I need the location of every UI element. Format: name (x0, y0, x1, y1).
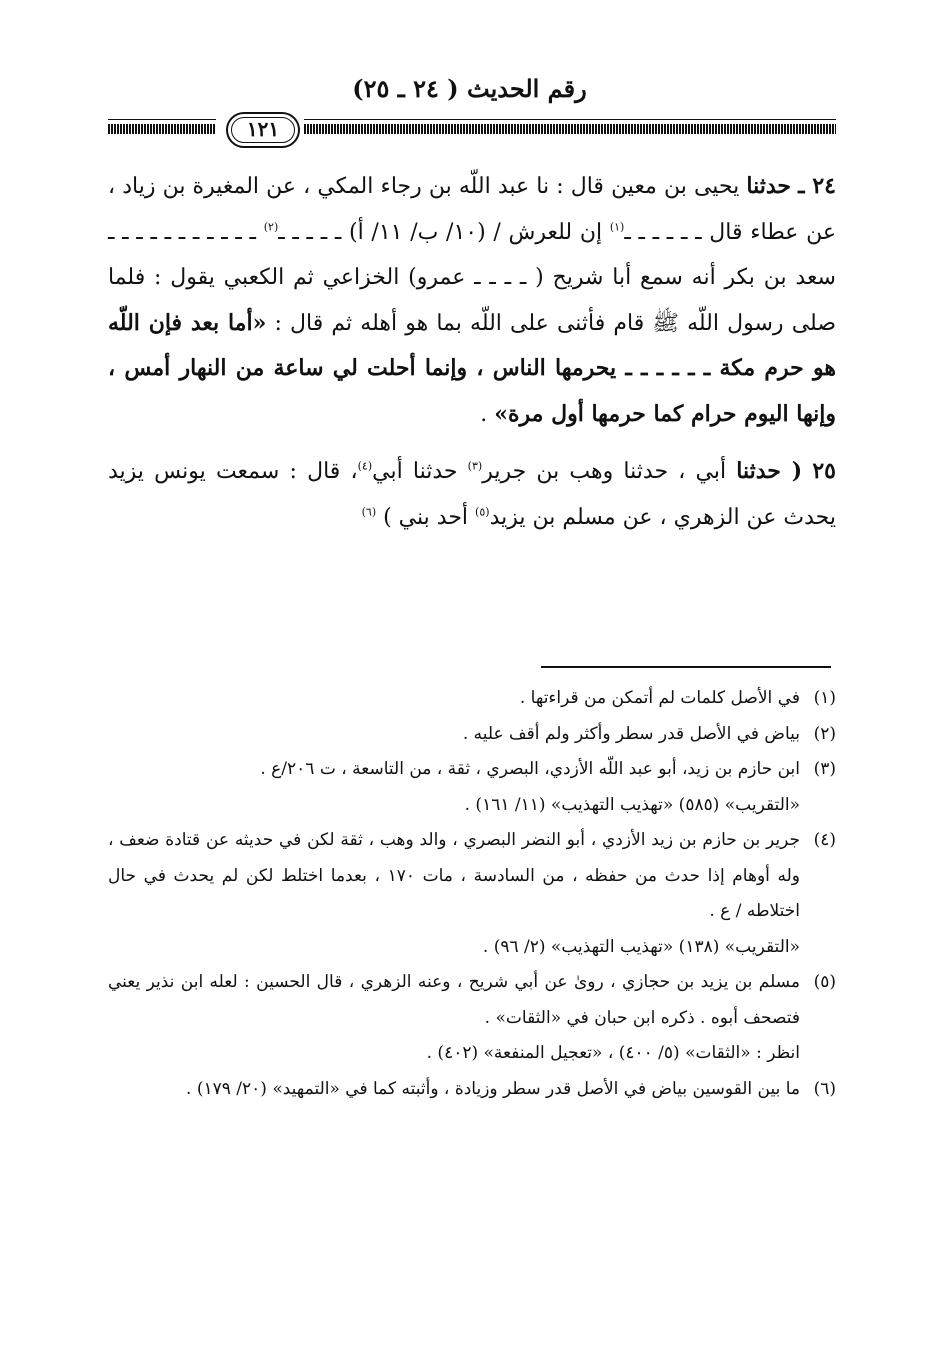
footnote-4 (108, 823, 836, 930)
footnote-marker: (٣) (467, 459, 483, 473)
footnote-number: (٥) (813, 972, 836, 992)
hadith-text: أحد بني ) (383, 504, 469, 530)
footnote-divider (541, 666, 831, 668)
footnote-text: ابن حازم بن زيد، أبو عبد اللّه الأزدي، البصري ، ثقة ، من التاسعة ، ت ٢٠٦/ع . (260, 759, 800, 779)
footnote-text: بياض في الأصل قدر سطر وأكثر ولم أقف عليه . (462, 723, 800, 744)
main-text (108, 164, 836, 540)
hadith-end: . (480, 401, 495, 427)
footnote-3-reference: «التقريب» (٥٨٥) «تهذيب التهذيب» (١١/ ١٦١) . (464, 794, 800, 815)
hadith-text: أبي ، حدثنا وهب بن جرير (482, 459, 727, 484)
footnote-number: (٢) (813, 723, 836, 744)
hadith-number: ٢٥ (812, 458, 836, 484)
hadith-25 (108, 449, 836, 540)
footnote-marker: (٦) (361, 505, 377, 519)
hadith-text: يحيى بن معين قال : نا عبد اللّه بن رجاء المكي ، عن المغيرة بن زياد ، عن عطاء قال ـ ـ ـ ـ ـ ـ (108, 174, 837, 245)
page-header-title: رقم الحديث ( ٢٤ ـ ٢٥) (352, 74, 587, 103)
hadith-text: ـ ـ ـ ـ ـ ـ ـ ـ ـ ـ ـ سعد بن بكر أنه سمع أبا شريح ( ـ ـ ـ ـ عمرو) الخزاعي ثم الكعبي يقول : فلما صلى رسول اللّه ﷺ قام فأثنى على اللّه بما هو أهله ثم قال : (108, 219, 836, 336)
footnote-marker: (٤) (357, 459, 373, 473)
hadith-text: حدثنا أبي (372, 459, 458, 484)
footnote-2 (108, 717, 836, 753)
hadith-text: ، قال : سمعت يونس يزيد يحدث عن الزهري ، عن مسلم بن يزيد (108, 459, 836, 530)
header-rule-left (108, 124, 216, 134)
header-rule-right (304, 124, 836, 134)
footnote-5 (108, 965, 836, 1036)
footnote-text: مسلم بن يزيد بن حجازي ، روىٰ عن أبي شريح ، وعنه الزهري ، قال الحسين : لعله ابن نذير يعني فتصحف أبوه . ذكره ابن حبان في «الثقات» . (108, 972, 800, 1028)
footnote-4-reference: «التقريب» (١٣٨) «تهذيب التهذيب» (٢/ ٩٦) . (482, 936, 800, 957)
header-ornament (108, 112, 836, 146)
hadith-opening: حدثنا (746, 173, 791, 199)
footnote-marker: (٥) (475, 505, 490, 519)
hadith-text: إن للعرش / (١٠/ ب/ ١١/ أ) ـ ـ ـ ـ ـ (278, 219, 603, 245)
footnote-6 (108, 1072, 836, 1108)
footnote-number: (٦) (813, 1078, 836, 1099)
footnote-text: ما بين القوسين بياض في الأصل قدر سطر وزيادة ، وأثبته كما في «التمهيد» (٢٠/ ١٧٩) . (186, 1078, 800, 1099)
footnote-5-reference: انظر : «الثقات» (٥/ ٤٠٠) ، «تعجيل المنفعة» (٤٠٢) . (426, 1043, 800, 1063)
hadith-number: ٢٤ ـ (798, 173, 836, 199)
footnote-number: (١) (813, 688, 836, 708)
page-number-badge: ١٢١ (226, 112, 300, 148)
footnote-marker: (٢) (263, 220, 279, 234)
footnote-number: (٤) (813, 830, 836, 850)
hadith-24 (108, 164, 836, 437)
footnote-marker: (١) (609, 220, 625, 234)
prophetic-quote: «أما بعد فإن اللّه هو حرم مكة ـ ـ ـ ـ ـ ـ يحرمها الناس ، وإنما أحلت لي ساعة من النهار أمس ، وإنها اليوم حرام كما حرمها أول مرة» (108, 309, 836, 427)
footnotes (108, 681, 836, 1107)
hadith-opening: ( حدثنا (736, 458, 803, 484)
footnote-1 (108, 681, 836, 717)
footnote-text: في الأصل كلمات لم أتمكن من قراءتها . (519, 688, 800, 708)
footnote-3 (108, 752, 836, 788)
footnote-number: (٣) (813, 759, 836, 779)
footnote-text: جرير بن حازم بن زيد الأزدي ، أبو النضر البصري ، والد وهب ، ثقة لكن في حديثه عن قتادة ضعف ، وله أوهام إذا حدث من حفظه ، من السادسة ، مات ١٧٠ ، بعدما اختلط لكن لم يحدث في حال اختلاطه / ع . (108, 830, 800, 921)
